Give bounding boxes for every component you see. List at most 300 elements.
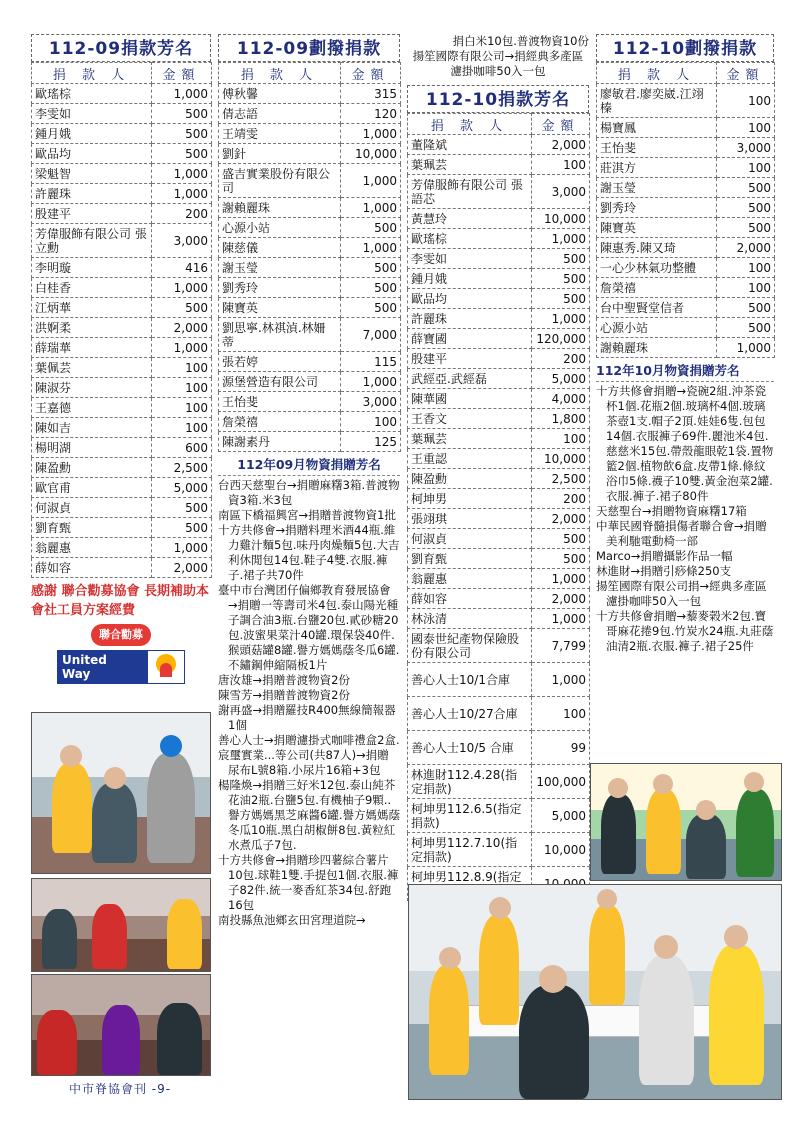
column-2 xyxy=(218,34,400,928)
goods-item: 中華民國脊髓損傷者聯合會→捐贈美利馳電動椅一部 xyxy=(596,519,767,548)
donation-amount: 5,000 xyxy=(532,369,590,389)
donor-name: 心源小站 xyxy=(219,218,341,238)
donation-amount: 10,000 xyxy=(532,833,590,867)
donor-name: 陳慈儀 xyxy=(219,238,341,258)
table-row xyxy=(597,218,775,238)
header-donor: 捐 款 人 xyxy=(219,63,341,84)
donor-name: 葉珮芸 xyxy=(408,155,532,175)
table-row xyxy=(408,349,590,369)
donor-name: 薛如容 xyxy=(408,589,532,609)
goods-item: 南區下橋福興宮→捐贈普渡物資1批 xyxy=(218,508,396,522)
donation-amount: 500 xyxy=(717,198,775,218)
donor-name: 陳如吉 xyxy=(32,418,152,438)
table-row xyxy=(408,629,590,663)
table-row xyxy=(32,104,212,124)
goods-item: 揚笙國際有限公司捐→經典多產區濾掛咖啡50入一包 xyxy=(596,579,767,608)
column-4 xyxy=(596,34,774,654)
table-row xyxy=(597,258,775,278)
donor-name: 源堡營造有限公司 xyxy=(219,372,341,392)
donation-amount: 1,000 xyxy=(152,184,212,204)
goods-item: 天慈聖台→捐贈物資麻糬17箱 xyxy=(596,504,747,518)
table-row xyxy=(408,135,590,155)
donation-amount: 2,000 xyxy=(532,135,590,155)
donor-name: 林泳清 xyxy=(408,609,532,629)
donor-name: 薛瑞華 xyxy=(32,338,152,358)
table-row xyxy=(408,529,590,549)
donor-name: 葉珮芸 xyxy=(408,429,532,449)
table-row xyxy=(408,209,590,229)
donor-name: 葉佩芸 xyxy=(32,358,152,378)
donation-amount: 1,000 xyxy=(152,278,212,298)
table-row xyxy=(219,84,401,104)
donor-name: 陳華國 xyxy=(408,389,532,409)
donation-amount: 500 xyxy=(717,298,775,318)
donation-amount: 1,000 xyxy=(152,84,212,104)
donor-name: 國泰世紀產物保險股份有限公司 xyxy=(408,629,532,663)
table-row xyxy=(32,398,212,418)
table-row xyxy=(408,549,590,569)
donation-amount: 100 xyxy=(717,84,775,118)
donation-title-0909: 112-09捐款芳名 xyxy=(31,34,211,62)
header-donor: 捐 款 人 xyxy=(597,63,717,84)
table-row xyxy=(32,298,212,318)
donor-name: 翁麗惠 xyxy=(32,538,152,558)
table-row xyxy=(32,164,212,184)
donation-amount: 99 xyxy=(532,731,590,765)
donation-amount: 2,000 xyxy=(152,558,212,578)
table-row xyxy=(32,478,212,498)
donor-name: 王嘉德 xyxy=(32,398,152,418)
donation-amount: 100 xyxy=(152,378,212,398)
table-row xyxy=(408,663,590,697)
donor-name: 柯坤男112.8.9(指定 xyxy=(408,867,532,901)
postal-title-0909: 112-09劃撥捐款 xyxy=(218,34,400,62)
donor-name: 王香文 xyxy=(408,409,532,429)
table-row xyxy=(408,509,590,529)
donation-amount: 500 xyxy=(717,178,775,198)
goods-item: 宸璽實業...等公司(共87人)→捐贈尿布L號8箱.小尿片16箱+3包 xyxy=(218,748,389,777)
donor-name: 薛如容 xyxy=(32,558,152,578)
donor-name: 王怡斐 xyxy=(219,392,341,412)
table-row xyxy=(408,329,590,349)
donation-amount: 1,000 xyxy=(532,229,590,249)
donor-name: 梁魁智 xyxy=(32,164,152,184)
postal-title-1010: 112-10劃撥捐款 xyxy=(596,34,774,62)
header-donor: 捐 款 人 xyxy=(32,63,152,84)
table-row xyxy=(408,249,590,269)
table-row xyxy=(597,238,775,258)
table-row xyxy=(408,449,590,469)
donation-table-4 xyxy=(596,62,775,358)
donor-name: 薛寶國 xyxy=(408,329,532,349)
table-row xyxy=(408,731,590,765)
table-row xyxy=(408,309,590,329)
table-row xyxy=(219,258,401,278)
donor-name: 林進財112.4.28(指定捐款) xyxy=(408,765,532,799)
donation-amount: 100 xyxy=(152,418,212,438)
table-row xyxy=(408,175,590,209)
donation-amount: 7,799 xyxy=(532,629,590,663)
table-row xyxy=(408,833,590,867)
donation-amount: 120 xyxy=(341,104,401,124)
donor-name: 陳淑芬 xyxy=(32,378,152,398)
table-row xyxy=(219,352,401,372)
table-row xyxy=(219,238,401,258)
table-row xyxy=(32,438,212,458)
donor-name: 歐瑤棕 xyxy=(408,229,532,249)
donation-amount: 100 xyxy=(717,158,775,178)
table-row xyxy=(32,318,212,338)
table-row xyxy=(32,278,212,298)
donor-name: 陳盈勳 xyxy=(408,469,532,489)
goods-item: 南投縣魚池鄉玄田宮理道院→ xyxy=(218,913,366,927)
table-row xyxy=(408,489,590,509)
donor-name: 劉秀玲 xyxy=(597,198,717,218)
table-row xyxy=(219,392,401,412)
donation-amount: 1,000 xyxy=(532,309,590,329)
table-row xyxy=(408,155,590,175)
donation-table-2 xyxy=(218,62,401,452)
donor-name: 武經亞.武經磊 xyxy=(408,369,532,389)
table-row xyxy=(597,158,775,178)
donation-amount: 1,000 xyxy=(341,238,401,258)
donation-amount: 100 xyxy=(341,412,401,432)
donor-name: 王靖雯 xyxy=(219,124,341,144)
donor-name: 謝玉瑩 xyxy=(219,258,341,278)
donor-name: 柯坤男 xyxy=(408,489,532,509)
photo-classroom xyxy=(408,884,782,1100)
donation-amount: 500 xyxy=(152,498,212,518)
table-row xyxy=(32,498,212,518)
donor-name: 莊淇方 xyxy=(597,158,717,178)
donation-amount: 1,800 xyxy=(532,409,590,429)
donor-name: 歐官甫 xyxy=(32,478,152,498)
table-row xyxy=(32,184,212,204)
table-row xyxy=(32,558,212,578)
table-row xyxy=(408,697,590,731)
donation-amount: 10,000 xyxy=(532,209,590,229)
donation-amount: 500 xyxy=(341,218,401,238)
table-row xyxy=(32,518,212,538)
donation-amount: 500 xyxy=(717,318,775,338)
donation-amount: 3,000 xyxy=(152,224,212,258)
header-amount: 金額 xyxy=(152,63,212,84)
donor-name: 詹榮禧 xyxy=(219,412,341,432)
donor-name: 許麗珠 xyxy=(408,309,532,329)
donation-amount: 500 xyxy=(532,249,590,269)
donor-name: 善心人士10/5 合庫 xyxy=(408,731,532,765)
donor-name: 江炳華 xyxy=(32,298,152,318)
table-row xyxy=(32,224,212,258)
donation-amount: 1,000 xyxy=(341,164,401,198)
goods-item: 十方共修會→捐贈料理米酒44瓶.維力雞汁麵5包.味丹肉燥麵5包.大吉利休閒包14包.鞋子4雙.衣服.褲子.裙子共70件 xyxy=(218,523,400,582)
table-row xyxy=(408,369,590,389)
thanks-note: 感謝 聯合勸募協會 長期補助本會社工員方案經費 xyxy=(31,584,210,618)
donor-name: 楊明湖 xyxy=(32,438,152,458)
donor-name: 王重認 xyxy=(408,449,532,469)
donor-name: 何淑貞 xyxy=(32,498,152,518)
photo-volunteers-1 xyxy=(31,712,211,874)
donation-amount: 315 xyxy=(341,84,401,104)
donor-name: 歐品均 xyxy=(32,144,152,164)
donation-amount: 1,000 xyxy=(152,338,212,358)
column-3 xyxy=(407,34,589,901)
donation-amount: 2,000 xyxy=(532,589,590,609)
table-row xyxy=(408,609,590,629)
donor-name: 洪婀柔 xyxy=(32,318,152,338)
logo-en-way: Way xyxy=(62,667,91,681)
donor-name: 陳寶英 xyxy=(597,218,717,238)
table-row xyxy=(408,765,590,799)
table-row xyxy=(32,458,212,478)
table-row xyxy=(408,589,590,609)
donor-name: 謝玉瑩 xyxy=(597,178,717,198)
table-row xyxy=(219,298,401,318)
donor-name: 劉育甄 xyxy=(32,518,152,538)
donation-amount: 2,000 xyxy=(717,238,775,258)
logo-en-united: United xyxy=(62,653,107,667)
table-row xyxy=(219,372,401,392)
donor-name: 鍾月娥 xyxy=(32,124,152,144)
donation-amount: 4,000 xyxy=(532,389,590,409)
donor-name: 張若婷 xyxy=(219,352,341,372)
donation-amount: 100 xyxy=(152,398,212,418)
table-row xyxy=(32,124,212,144)
donor-name: 陳盈勳 xyxy=(32,458,152,478)
table-row xyxy=(408,269,590,289)
donor-name: 心源小站 xyxy=(597,318,717,338)
donor-name: 歐瑤棕 xyxy=(32,84,152,104)
table-row xyxy=(32,84,212,104)
donor-name: 白桂香 xyxy=(32,278,152,298)
table-row xyxy=(32,338,212,358)
donor-name: 陳謝素丹 xyxy=(219,432,341,452)
table-row xyxy=(32,204,212,224)
donor-name: 王怡斐 xyxy=(597,138,717,158)
donor-name: 芳偉服飾有限公司 張語芯 xyxy=(408,175,532,209)
donation-amount: 3,000 xyxy=(717,138,775,158)
donor-name: 董隆斌 xyxy=(408,135,532,155)
donor-name: 台中聖賢堂信者 xyxy=(597,298,717,318)
donor-name: 劉針 xyxy=(219,144,341,164)
donation-amount: 500 xyxy=(532,529,590,549)
donation-amount: 100 xyxy=(152,358,212,378)
donor-name: 劉思寧.林祺湞.林姍蒂 xyxy=(219,318,341,352)
header-amount: 金額 xyxy=(717,63,775,84)
goods-continued: 捐白米10包.普渡物資10份 xyxy=(452,34,589,48)
goods-item: 十方共修會捐贈→藜麥榖米2包.寶哥麻花捲9包.竹炭水24瓶.丸莊蔭油清2瓶.衣服.褲子.裙子25件 xyxy=(596,609,774,653)
donor-name: 陳寶英 xyxy=(219,298,341,318)
table-row xyxy=(408,229,590,249)
table-row xyxy=(32,358,212,378)
table-row xyxy=(597,318,775,338)
goods-item: 十方共修會→捐贈珍四薯綜合薯片10包.球鞋1雙.手提包1個.衣服.褲子82件.統一麥香紅茶34包.舒跑16包 xyxy=(218,853,399,912)
donor-name: 詹榮禧 xyxy=(597,278,717,298)
table-row xyxy=(219,164,401,198)
donation-amount: 200 xyxy=(532,489,590,509)
donation-amount: 1,000 xyxy=(341,124,401,144)
column-1 xyxy=(31,34,211,684)
donation-amount: 1,000 xyxy=(152,538,212,558)
goods-list-09 xyxy=(218,478,400,928)
donor-name: 歐品均 xyxy=(408,289,532,309)
photo-group xyxy=(590,763,782,881)
donor-name: 殷建平 xyxy=(32,204,152,224)
donation-amount: 100 xyxy=(717,278,775,298)
donation-amount: 500 xyxy=(152,298,212,318)
table-row xyxy=(597,338,775,358)
donor-name: 劉育甄 xyxy=(408,549,532,569)
donation-amount: 500 xyxy=(341,278,401,298)
table-row xyxy=(597,118,775,138)
donation-amount: 500 xyxy=(341,298,401,318)
table-row xyxy=(32,144,212,164)
donation-amount: 2,000 xyxy=(152,318,212,338)
donor-name: 謝賴麗珠 xyxy=(597,338,717,358)
table-row xyxy=(32,538,212,558)
goods-title-09: 112年09月物資捐贈芳名 xyxy=(218,455,400,476)
donation-amount: 500 xyxy=(152,144,212,164)
donation-amount: 500 xyxy=(152,104,212,124)
table-row xyxy=(408,409,590,429)
donation-amount: 500 xyxy=(532,549,590,569)
donation-amount: 1,000 xyxy=(341,198,401,218)
donor-name: 倩志語 xyxy=(219,104,341,124)
goods-item: 十方共修會捐贈→瓷碗2組.沖茶瓷杯1個.花瓶2個.玻璃杯4個.玻璃茶壺1支.帽子2頂.娃娃6隻.包包14個.衣服褲子69件.麗池米4包.慈慈米15包.帶殼龍眼乾1袋.置物籃2個.植物飲6盒.皮帶1條.條紋浴巾5條.襪子10雙.黃金泡菜2罐.衣服.褲子.裙子80件 xyxy=(596,384,774,503)
goods-item: 善心人士→捐贈濾掛式咖啡禮盒2盒. xyxy=(218,733,400,747)
donor-name: 盛吉實業股份有限公司 xyxy=(219,164,341,198)
goods-item: 台西天慈聖台→捐贈麻糬3箱.普渡物資3箱.米3包 xyxy=(218,478,400,507)
goods-item: Marco→捐贈攝影作品一幅 xyxy=(596,549,733,563)
header-donor: 捐 款 人 xyxy=(408,114,532,135)
donor-name: 鍾月娥 xyxy=(408,269,532,289)
donation-amount: 500 xyxy=(341,258,401,278)
photo-meeting-2 xyxy=(31,974,211,1076)
table-row xyxy=(32,258,212,278)
donor-name: 芳偉服飾有限公司 張立勳 xyxy=(32,224,152,258)
donation-amount: 1,000 xyxy=(341,372,401,392)
goods-item: 臺中市台灣团仔偏鄉教育發展協會→捐贈一等壽司米4包.泰山陽光種子調合油3瓶.台鹽20包.貳砂糖20包.波蜜果菜汁40罐.環保袋40件.猴頭菇罐8罐.譽方媽媽蔭冬瓜6罐.不鏽鋼伸縮隔板1片 xyxy=(218,583,400,672)
donation-amount: 500 xyxy=(152,124,212,144)
table-row xyxy=(219,198,401,218)
donation-amount: 115 xyxy=(341,352,401,372)
goods-item: 林進財→捐贈引痧條250支 xyxy=(596,564,732,578)
goods-item: 唐汝雄→捐贈普渡物資2份 xyxy=(218,673,350,687)
donation-table-1 xyxy=(31,62,212,578)
donor-name: 一心少林氣功整體 xyxy=(597,258,717,278)
donation-amount: 1,000 xyxy=(152,164,212,184)
donor-name: 善心人士10/27合庫 xyxy=(408,697,532,731)
table-row xyxy=(597,298,775,318)
table-row xyxy=(597,138,775,158)
table-row xyxy=(597,84,775,118)
donation-amount: 10,000 xyxy=(341,144,401,164)
donation-amount: 600 xyxy=(152,438,212,458)
donation-amount: 3,000 xyxy=(341,392,401,412)
donation-table-3 xyxy=(407,113,590,901)
donation-amount: 416 xyxy=(152,258,212,278)
donation-amount: 1,000 xyxy=(532,609,590,629)
donation-amount: 2,500 xyxy=(532,469,590,489)
table-row xyxy=(32,418,212,438)
table-row xyxy=(219,124,401,144)
donor-name: 柯坤男112.6.5(指定捐款) xyxy=(408,799,532,833)
table-row xyxy=(597,278,775,298)
goods-title-10: 112年10月物資捐贈芳名 xyxy=(596,361,774,382)
donor-name: 李明璇 xyxy=(32,258,152,278)
donor-name: 許麗珠 xyxy=(32,184,152,204)
donor-name: 柯坤男112.7.10(指定捐款) xyxy=(408,833,532,867)
donor-name: 善心人士10/1合庫 xyxy=(408,663,532,697)
donation-amount: 7,000 xyxy=(341,318,401,352)
table-row xyxy=(597,178,775,198)
table-row xyxy=(597,198,775,218)
donation-amount: 100 xyxy=(717,258,775,278)
donation-amount: 1,000 xyxy=(532,569,590,589)
donation-amount: 10,000 xyxy=(532,449,590,469)
table-row xyxy=(408,799,590,833)
goods-list-10 xyxy=(596,384,774,654)
header-amount: 金額 xyxy=(532,114,590,135)
donor-name: 李雯如 xyxy=(32,104,152,124)
goods-item: 楊隆煥→捐贈三好米12包.泰山純芥花油2瓶.台鹽5包.有機柚子9顆..譽方媽媽黑芝麻醬6罐.譽方媽媽蔭冬瓜10瓶.黑白胡椒餅8包.黃粒紅水煮瓜子7包. xyxy=(218,778,400,852)
donor-name: 劉秀玲 xyxy=(219,278,341,298)
donor-name: 翁麗惠 xyxy=(408,569,532,589)
donation-amount: 1,000 xyxy=(532,663,590,697)
logo-cn: 聯合勸募 xyxy=(91,624,151,646)
table-row xyxy=(219,318,401,352)
table-row xyxy=(408,389,590,409)
photo-meeting-1 xyxy=(31,878,211,972)
table-row xyxy=(219,412,401,432)
table-row xyxy=(408,569,590,589)
donation-amount: 200 xyxy=(152,204,212,224)
donor-name: 黃慧玲 xyxy=(408,209,532,229)
donation-amount: 2,500 xyxy=(152,458,212,478)
donation-amount: 500 xyxy=(532,289,590,309)
table-row xyxy=(219,144,401,164)
donation-amount: 500 xyxy=(152,518,212,538)
donor-name: 楊寶鳳 xyxy=(597,118,717,138)
donor-name: 謝賴麗珠 xyxy=(219,198,341,218)
donor-name: 張翊琪 xyxy=(408,509,532,529)
goods-item: 謝再盛→捐贈羅技R400無線簡報器1個 xyxy=(218,703,396,732)
donation-amount: 100 xyxy=(717,118,775,138)
donation-amount: 3,000 xyxy=(532,175,590,209)
table-row xyxy=(408,289,590,309)
donation-amount: 100 xyxy=(532,697,590,731)
donation-amount: 1,000 xyxy=(717,338,775,358)
table-row xyxy=(32,378,212,398)
donation-amount: 100 xyxy=(532,429,590,449)
table-row xyxy=(219,218,401,238)
donation-amount: 125 xyxy=(341,432,401,452)
donation-amount: 100,000 xyxy=(532,765,590,799)
header-amount: 金額 xyxy=(341,63,401,84)
donation-amount: 500 xyxy=(717,218,775,238)
table-row xyxy=(219,278,401,298)
united-way-logo xyxy=(57,624,185,684)
donation-amount: 120,000 xyxy=(532,329,590,349)
table-row xyxy=(408,469,590,489)
donation-amount: 500 xyxy=(532,269,590,289)
page-footer: 中市脊協會刊 -9- xyxy=(68,1082,172,1096)
united-way-emblem-icon xyxy=(148,651,184,683)
donation-amount: 100 xyxy=(532,155,590,175)
donor-name: 李雯如 xyxy=(408,249,532,269)
goods-continued-2: 揚笙國際有限公司→捐經典多產區濾掛咖啡50入一包 xyxy=(412,49,584,78)
donor-name: 傅秋馨 xyxy=(219,84,341,104)
